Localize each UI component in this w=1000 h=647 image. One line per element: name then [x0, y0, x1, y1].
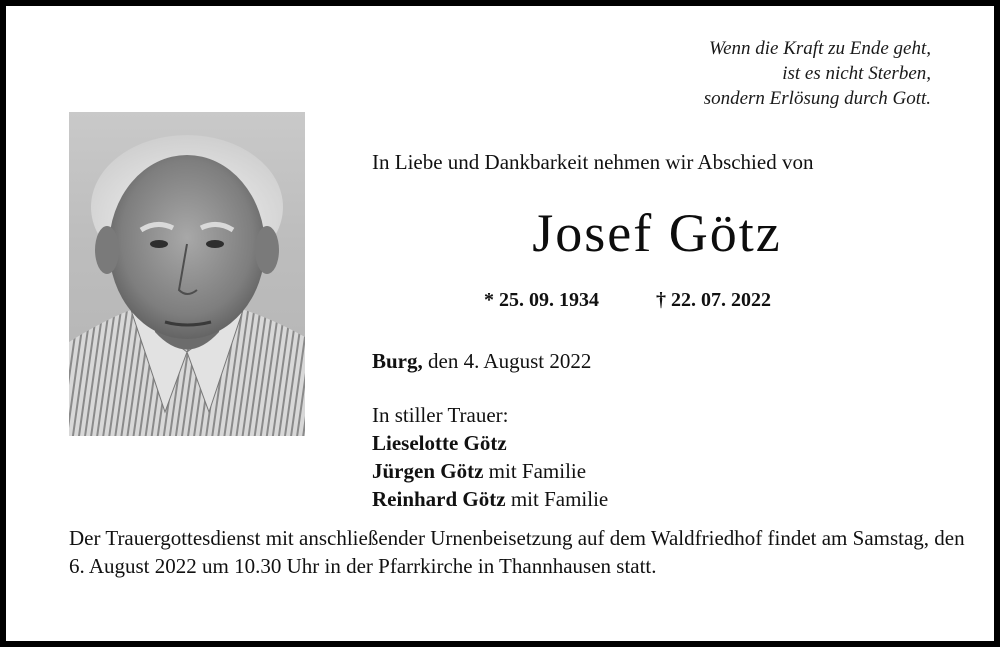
mourner-suffix: mit Familie	[483, 459, 587, 483]
mourners	[372, 401, 608, 513]
portrait-photo	[69, 112, 305, 436]
mourner-name: Jürgen Götz	[372, 459, 484, 483]
mourners-heading: In stiller Trauer:	[372, 403, 509, 427]
mourner-name: Reinhard Götz	[372, 487, 506, 511]
death-date: † 22. 07. 2022	[656, 289, 771, 311]
mourner	[372, 429, 608, 457]
birth-date: * 25. 09. 1934	[484, 289, 599, 311]
mourner-name: Lieselotte Götz	[372, 431, 507, 455]
place-town: Burg,	[372, 349, 423, 373]
quote	[704, 36, 931, 111]
service-info: Der Trauergottesdienst mit anschließender Urnenbeisetzung auf dem Waldfriedhof findet am Samstag, den 6. August 2022 um 10.30 Uhr in der Pfarrkirche in Thannhausen statt.	[69, 526, 965, 578]
life-dates	[484, 289, 771, 312]
place-date: den 4. August 2022	[422, 349, 592, 373]
quote-line: Wenn die Kraft zu Ende geht,	[709, 38, 931, 59]
place-and-date	[372, 349, 591, 374]
quote-line: ist es nicht Sterben,	[782, 63, 931, 84]
intro-text: In Liebe und Dankbarkeit nehmen wir Abschied von	[372, 150, 814, 174]
mourner	[372, 485, 608, 513]
deceased-name: Josef Götz	[532, 203, 782, 263]
mourner	[372, 457, 608, 485]
quote-line: sondern Erlösung durch Gott.	[703, 88, 931, 109]
mourner-suffix: mit Familie	[505, 487, 609, 511]
